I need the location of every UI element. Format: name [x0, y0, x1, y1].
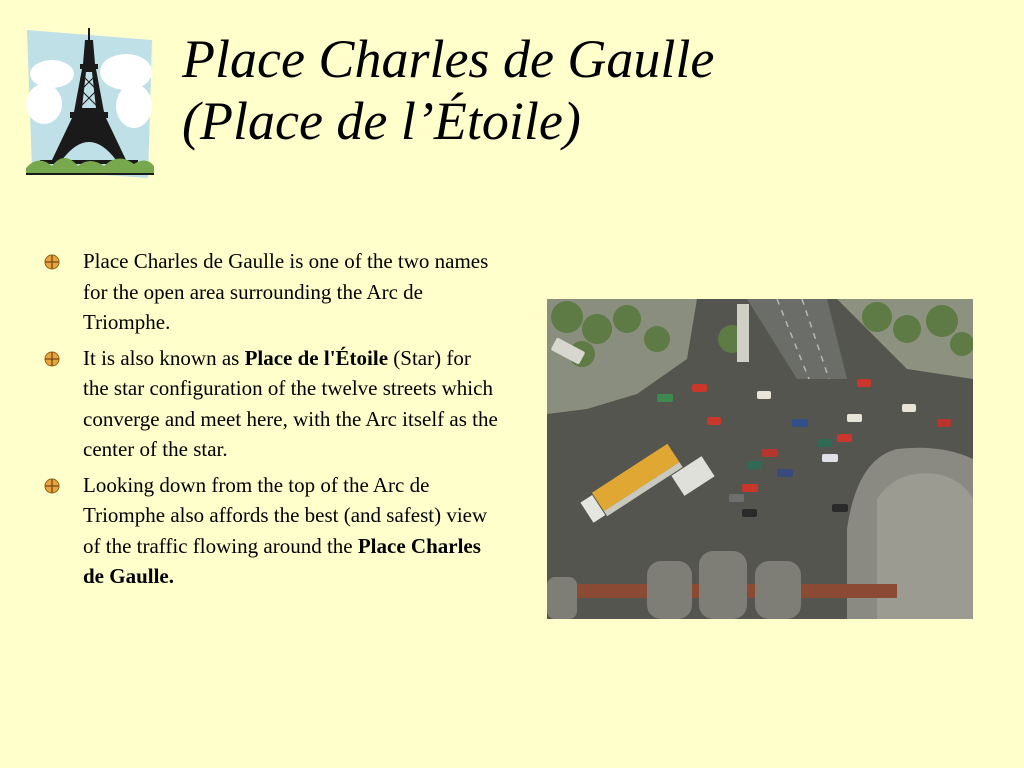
bullet-text: (Star) for the star configuration of the twelve streets which converge and meet here, with the Arc itself as the center of the star. — [83, 345, 498, 461]
bullet-icon — [44, 478, 60, 494]
bullet-icon — [44, 351, 60, 367]
eiffel-tower-icon — [24, 26, 156, 182]
slide-title — [182, 28, 982, 152]
bullet-icon — [44, 254, 60, 270]
bullet-item — [44, 246, 500, 338]
bullet-emphasis: Place de l'Étoile — [244, 345, 389, 370]
title-line-2: (Place de l’Étoile) — [182, 91, 581, 151]
bullet-text: Place Charles de Gaulle is one of the two names for the open area surrounding the Arc de Triomphe. — [83, 249, 489, 334]
traffic-photo — [547, 299, 973, 619]
title-line-1: Place Charles de Gaulle — [182, 29, 715, 89]
bullet-list — [44, 246, 500, 597]
bullet-text: Looking down from the top of the Arc de Triomphe also affords the best (and safest) view of the traffic flowing around the — [83, 472, 488, 558]
bullet-item — [44, 470, 500, 592]
bullet-emphasis: Place Charles de Gaulle. — [83, 533, 481, 588]
bullet-item — [44, 343, 500, 465]
bullet-text: It is also known as — [83, 345, 245, 370]
